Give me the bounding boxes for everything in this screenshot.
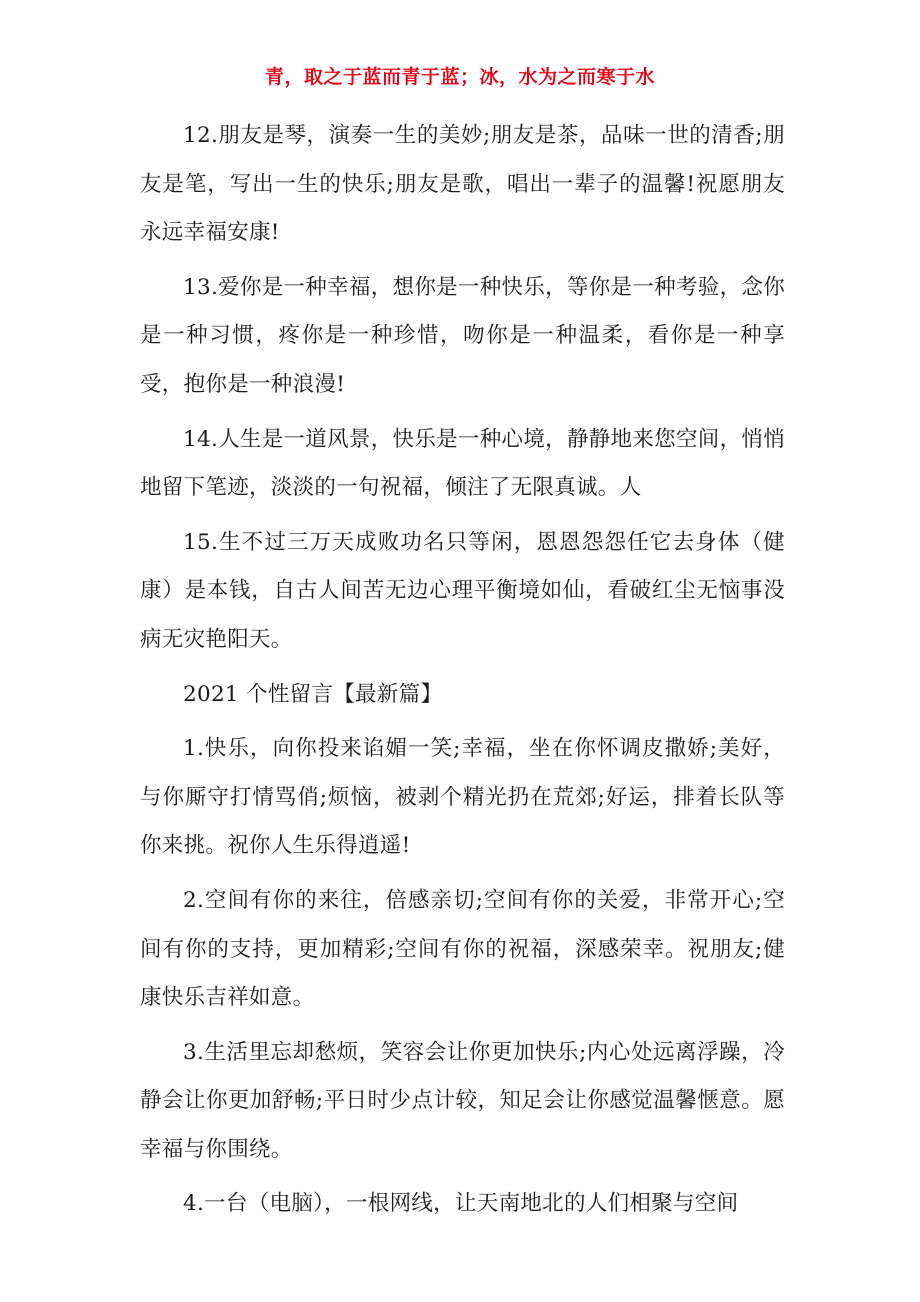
paragraph-12: 12.朋友是琴，演奏一生的美妙;朋友是茶，品味一世的清香;朋友是笔，写出一生的快乐;朋友是歌，唱出一辈子的温馨!祝愿朋友永远幸福安康! <box>140 123 785 246</box>
header-motto: 青，取之于蓝而青于蓝；冰，水为之而寒于水 <box>264 66 655 88</box>
paragraph-4: 4.一台（电脑），一根网线，让天南地北的人们相聚与空间 <box>183 1191 739 1217</box>
section-heading: 2021 个性留言【最新篇】 <box>183 681 443 707</box>
paragraph-1: 1.快乐，向你投来谄媚一笑;幸福，坐在你怀调皮撒娇;美好，与你厮守打情骂俏;烦恼，被剥个精光扔在荒郊;好运，排着长队等你来挑。祝你人生乐得逍遥! <box>140 736 785 859</box>
paragraph-15: 15.生不过三万天成败功名只等闲，恩恩怨怨任它去身体（健康）是本钱，自古人间苦无边心理平衡境如仙，看破红尘无恼事没病无灾艳阳天。 <box>140 529 785 652</box>
document-body <box>140 112 785 1235</box>
paragraph-3: 3.生活里忘却愁烦，笑容会让你更加快乐;内心处远离浮躁，冷静会让你更加舒畅;平日时少点计较，知足会让你感觉温馨惬意。愿幸福与你围绕。 <box>140 1039 785 1162</box>
paragraph-13: 13.爱你是一种幸福，想你是一种快乐，等你是一种考验，念你是一种习惯，疼你是一种珍惜，吻你是一种温柔，看你是一种享受，抱你是一种浪漫! <box>140 274 785 397</box>
paragraph-2: 2.空间有你的来往，倍感亲切;空间有你的关爱，非常开心;空间有你的支持，更加精彩;空间有你的祝福，深感荣幸。祝朋友;健康快乐吉祥如意。 <box>140 887 785 1011</box>
paragraph-14: 14.人生是一道风景，快乐是一种心境，静静地来您空间，悄悄地留下笔迹，淡淡的一句祝福，倾注了无限真诚。人 <box>140 426 785 501</box>
